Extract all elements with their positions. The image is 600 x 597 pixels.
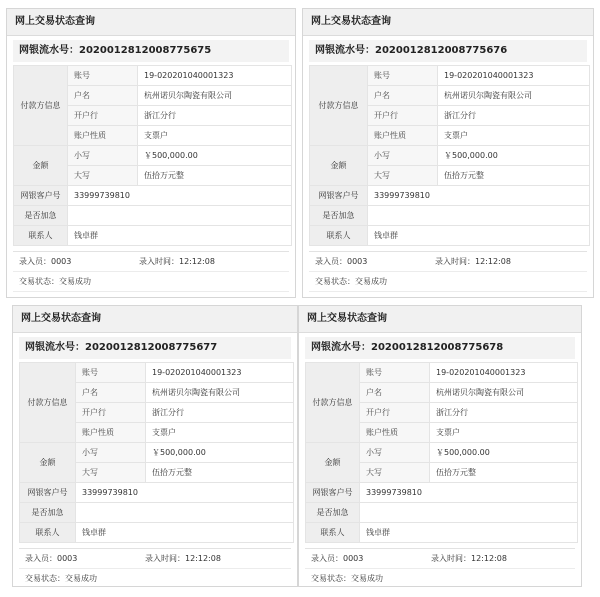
contact-label: 联系人: [14, 226, 68, 246]
entry-time: 录入时间：12:12:08: [431, 554, 507, 563]
card-footer: [13, 251, 289, 292]
bank-value: 浙江分行: [146, 403, 294, 423]
contact-label: 联系人: [310, 226, 368, 246]
urgent-value: [68, 206, 292, 226]
info-table: [13, 65, 292, 246]
entry-time: 录入时间：12:12:08: [139, 257, 215, 266]
customer-value: 33999739810: [76, 483, 294, 503]
payer-group-label: 付款方信息: [310, 66, 368, 146]
small-label: 小写: [368, 146, 438, 166]
info-table: [309, 65, 590, 246]
account-value: 19-020201040001323: [138, 66, 292, 86]
amount-group-label: 金额: [20, 443, 76, 483]
contact-value: 钱卓群: [68, 226, 292, 246]
contact-value: 钱卓群: [76, 523, 294, 543]
bank-label: 开户行: [76, 403, 146, 423]
account-label: 账号: [368, 66, 438, 86]
big-amount: 伍拾万元整: [438, 166, 590, 186]
amount-group-label: 金额: [306, 443, 360, 483]
serial-number: 网银流水号：2020012812008775676: [309, 40, 587, 62]
small-label: 小写: [360, 443, 430, 463]
name-label: 户名: [76, 383, 146, 403]
contact-label: 联系人: [306, 523, 360, 543]
account-value: 19-020201040001323: [146, 363, 294, 383]
nature-label: 账户性质: [68, 126, 138, 146]
big-amount: 伍拾万元整: [430, 463, 578, 483]
card-footer: [309, 251, 587, 292]
urgent-label: 是否加急: [306, 503, 360, 523]
small-amount: ￥500,000.00: [438, 146, 590, 166]
urgent-value: [76, 503, 294, 523]
card-footer: [19, 548, 291, 587]
urgent-label: 是否加急: [310, 206, 368, 226]
card-title: 网上交易状态查询: [7, 9, 295, 36]
urgent-value: [368, 206, 590, 226]
serial-number: 网银流水号：2020012812008775677: [19, 337, 291, 359]
name-value: 杭州诺贝尔陶瓷有限公司: [138, 86, 292, 106]
account-value: 19-020201040001323: [438, 66, 590, 86]
nature-value: 支票户: [438, 126, 590, 146]
customer-value: 33999739810: [368, 186, 590, 206]
name-value: 杭州诺贝尔陶瓷有限公司: [146, 383, 294, 403]
operator: 录入员：0003: [311, 554, 364, 563]
bank-label: 开户行: [360, 403, 430, 423]
payer-group-label: 付款方信息: [20, 363, 76, 443]
operator: 录入员：0003: [25, 554, 78, 563]
name-label: 户名: [368, 86, 438, 106]
account-label: 账号: [68, 66, 138, 86]
bank-value: 浙江分行: [438, 106, 590, 126]
entry-time: 录入时间：12:12:08: [145, 554, 221, 563]
name-label: 户名: [360, 383, 430, 403]
nature-value: 支票户: [138, 126, 292, 146]
name-label: 户名: [68, 86, 138, 106]
customer-label: 网银客户号: [310, 186, 368, 206]
entry-time: 录入时间：12:12:08: [435, 257, 511, 266]
contact-value: 钱卓群: [360, 523, 578, 543]
nature-label: 账户性质: [360, 423, 430, 443]
customer-label: 网银客户号: [306, 483, 360, 503]
bank-label: 开户行: [68, 106, 138, 126]
amount-group-label: 金额: [310, 146, 368, 186]
customer-label: 网银客户号: [20, 483, 76, 503]
big-label: 大写: [368, 166, 438, 186]
card-title: 网上交易状态查询: [303, 9, 593, 36]
nature-value: 支票户: [146, 423, 294, 443]
account-label: 账号: [76, 363, 146, 383]
bank-label: 开户行: [368, 106, 438, 126]
small-amount: ￥500,000.00: [138, 146, 292, 166]
card-title: 网上交易状态查询: [13, 306, 297, 333]
nature-label: 账户性质: [368, 126, 438, 146]
small-label: 小写: [68, 146, 138, 166]
big-label: 大写: [68, 166, 138, 186]
contact-label: 联系人: [20, 523, 76, 543]
big-amount: 伍拾万元整: [138, 166, 292, 186]
small-amount: ￥500,000.00: [430, 443, 578, 463]
customer-value: 33999739810: [360, 483, 578, 503]
customer-value: 33999739810: [68, 186, 292, 206]
urgent-label: 是否加急: [20, 503, 76, 523]
transaction-card-4: [298, 305, 582, 587]
bank-value: 浙江分行: [430, 403, 578, 423]
payer-group-label: 付款方信息: [306, 363, 360, 443]
payer-group-label: 付款方信息: [14, 66, 68, 146]
name-value: 杭州诺贝尔陶瓷有限公司: [430, 383, 578, 403]
account-value: 19-020201040001323: [430, 363, 578, 383]
transaction-card-3: [12, 305, 298, 587]
serial-number: 网银流水号：2020012812008775675: [13, 40, 289, 62]
urgent-label: 是否加急: [14, 206, 68, 226]
card-footer: [305, 548, 575, 587]
big-amount: 伍拾万元整: [146, 463, 294, 483]
serial-number: 网银流水号：2020012812008775678: [305, 337, 575, 359]
nature-value: 支票户: [430, 423, 578, 443]
info-table: [305, 362, 578, 543]
nature-label: 账户性质: [76, 423, 146, 443]
transaction-status: 交易状态：交易成功: [19, 569, 291, 587]
urgent-value: [360, 503, 578, 523]
account-label: 账号: [360, 363, 430, 383]
small-amount: ￥500,000.00: [146, 443, 294, 463]
name-value: 杭州诺贝尔陶瓷有限公司: [438, 86, 590, 106]
contact-value: 钱卓群: [368, 226, 590, 246]
card-title: 网上交易状态查询: [299, 306, 581, 333]
operator: 录入员：0003: [315, 257, 368, 266]
transaction-status: 交易状态：交易成功: [13, 272, 289, 292]
info-table: [19, 362, 294, 543]
bank-value: 浙江分行: [138, 106, 292, 126]
transaction-status: 交易状态：交易成功: [309, 272, 587, 292]
small-label: 小写: [76, 443, 146, 463]
big-label: 大写: [76, 463, 146, 483]
amount-group-label: 金额: [14, 146, 68, 186]
customer-label: 网银客户号: [14, 186, 68, 206]
big-label: 大写: [360, 463, 430, 483]
transaction-card-1: [6, 8, 296, 298]
operator: 录入员：0003: [19, 257, 72, 266]
transaction-card-2: [302, 8, 594, 298]
transaction-status: 交易状态：交易成功: [305, 569, 575, 587]
